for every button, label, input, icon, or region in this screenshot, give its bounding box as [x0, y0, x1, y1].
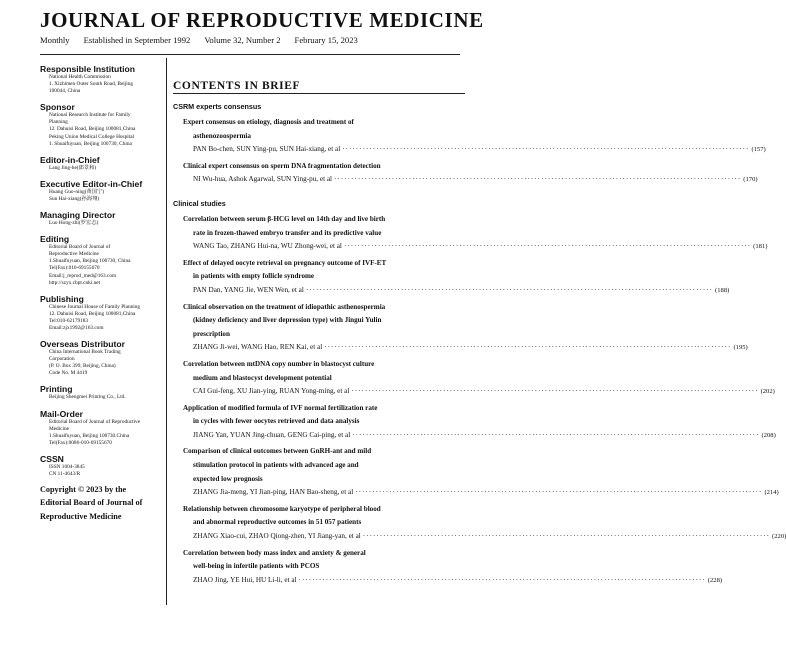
- article-page-number: (220): [772, 533, 786, 541]
- contents-category: Clinical studies: [173, 198, 226, 208]
- sidebar-section-line: Editorial Board of Journal of Reproductive: [49, 418, 141, 425]
- article-authors-row: [183, 173, 758, 187]
- article-title-line: Clinical observation on the treatment of idiopathic asthenospermia: [183, 302, 386, 311]
- article-entry[interactable]: [173, 358, 775, 399]
- article-page-number: (170): [743, 176, 758, 184]
- contents-heading: CONTENTS IN BRIEF: [173, 80, 465, 94]
- sidebar-section-line: Email:j_reprod_med@163.com: [49, 272, 117, 279]
- sidebar-section-line: 12. Dahuisi Road, Beijing 100081,China: [49, 126, 136, 133]
- leader-dots: ························································································································: [352, 430, 760, 439]
- article-authors: PAN Bo-chen, SUN Ying-pu, SUN Hai-xiang, et al: [193, 145, 341, 154]
- article-page-number: (202): [760, 388, 775, 396]
- article-entry[interactable]: [173, 301, 748, 355]
- article-title-line: Correlation between serum β-HCG level on 14th day and live birth: [183, 214, 386, 223]
- article-authors-row: [183, 486, 779, 500]
- sidebar-section-title: Executive Editor-in-Chief: [40, 178, 143, 189]
- article-title-line: Relationship between chromosome karyotype of peripheral blood: [183, 504, 381, 513]
- column-divider: [166, 58, 167, 605]
- article-entry[interactable]: [173, 160, 758, 187]
- article-entry[interactable]: [173, 547, 723, 588]
- article-page-number: (208): [761, 431, 776, 439]
- article-authors: JIANG Yan, YUAN Jing-chuan, GENG Cai-ping, et al: [193, 430, 351, 439]
- sidebar-section: [40, 384, 165, 401]
- sidebar-section-title: Overseas Distributor: [40, 339, 126, 350]
- sidebar-section-title: Editor-in-Chief: [40, 154, 100, 165]
- sidebar-section-line: Planning: [49, 119, 68, 126]
- sidebar-section: [40, 102, 165, 147]
- article-entry[interactable]: [173, 402, 776, 443]
- sidebar-section: [40, 294, 165, 332]
- article-authors: PAN Dan, YANG Jie, WEN Wen, et al: [193, 285, 304, 294]
- article-authors-row: [183, 385, 775, 399]
- article-title-line: in cycles with fewer oocytes retrieved and data analysis: [193, 417, 360, 426]
- article-title-line: prescription: [193, 329, 230, 338]
- copyright-line: Copyright © 2023 by the: [40, 485, 127, 495]
- article-title-line: in patients with empty follicle syndrome: [193, 272, 315, 281]
- article-authors: ZHANG Xiao-cui, ZHAO Qiong-zhen, YI Jiang-yan, et al: [193, 532, 361, 541]
- sidebar-section-line: 12. Dahuisi Road, Beijing 100081,China: [49, 310, 136, 317]
- article-entry[interactable]: [173, 503, 786, 544]
- sidebar-section-line: ISSN 1004-3845: [49, 463, 85, 470]
- sidebar-section-title: CSSN: [40, 453, 64, 464]
- sidebar-section-line: 1.Shuaifuyuan, Beijing 100730, China: [49, 258, 131, 265]
- article-authors-row: [183, 341, 748, 355]
- article-authors-row: [183, 240, 768, 254]
- article-title-line: Comparison of clinical outcomes between GnRH-ant and mild: [183, 447, 372, 456]
- leader-dots: ························································································································: [305, 285, 714, 294]
- leader-dots: ························································································································: [334, 175, 742, 184]
- article-title-line: Correlation between mtDNA copy number in blastocyst culture: [183, 359, 375, 368]
- sidebar-section-line: China International Book Trading: [49, 349, 121, 356]
- article-entry[interactable]: [173, 445, 779, 499]
- article-authors-row: [183, 284, 730, 298]
- article-page-number: (181): [753, 243, 768, 251]
- article-title-line: well-being in infertile patients with PCOS: [193, 562, 320, 571]
- sidebar-section-line: 1.Shuaifuyuan, Beijing 100730.China: [49, 432, 130, 439]
- article-title-line: (kidney deficiency and liver depression type) with Jingui Yulin: [193, 316, 382, 325]
- article-title-line: Expert consensus on etiology, diagnosis and treatment of: [183, 118, 354, 126]
- article-authors-row: [183, 530, 786, 544]
- sidebar-section-title: Responsible Institution: [40, 64, 136, 74]
- article-authors: ZHAO Jing, YE Hui, HU Li-li, et al: [193, 575, 297, 584]
- sidebar-section-line: Tel(Fax):0086-010-69155670: [49, 439, 112, 446]
- sidebar-section-line: 1. Xizhimen Outer South Road, Beijing: [49, 81, 134, 88]
- article-page-number: (157): [751, 146, 766, 154]
- sidebar-section-line: Luo Hong-zhi(罗宏志): [49, 220, 99, 227]
- sidebar-section-title: Editing: [40, 234, 70, 245]
- sidebar-section: [40, 64, 165, 95]
- article-authors: CAI Gui-feng, XU Jian-ying, RUAN Yong-ming, et al: [193, 387, 350, 396]
- article-title-line: Effect of delayed oocyte retrieval on pregnancy outcome of IVF-ET: [183, 258, 387, 267]
- article-authors: ZHANG Jia-meng, YI Jian-ping, HAN Bao-sheng, et al: [193, 488, 354, 497]
- article-title-line: asthenozoospermia: [193, 131, 251, 140]
- sidebar-section: [40, 179, 165, 203]
- sidebar-section: [40, 409, 165, 447]
- sidebar-section: [40, 155, 165, 172]
- sidebar-section-title: Sponsor: [40, 102, 75, 113]
- frequency: Monthly: [40, 35, 70, 45]
- leader-dots: ························································································································: [324, 343, 732, 352]
- volume-number: Volume 32, Number 2: [204, 35, 281, 45]
- sidebar-section: [40, 454, 165, 478]
- sidebar-section-line: Editorial Board of Journal of: [49, 244, 111, 251]
- copyright-line: Editorial Board of Journal of: [40, 498, 143, 508]
- leader-dots: ························································································································: [362, 532, 771, 541]
- established: Established in September 1992: [83, 35, 191, 45]
- leader-dots: ························································································································: [342, 145, 750, 154]
- sidebar-section-line: Corporation: [49, 356, 75, 363]
- article-entry[interactable]: [173, 116, 766, 157]
- masthead: [40, 8, 484, 45]
- article-entry[interactable]: [173, 257, 730, 298]
- article-title-line: stimulation protocol in patients with advanced age and: [193, 461, 359, 470]
- masthead-sidebar: [40, 64, 165, 522]
- article-title-line: Correlation between body mass index and anxiety & general: [183, 548, 366, 557]
- sidebar-section-line: Beijing Shengmei Printing Co., Ltd.: [49, 394, 126, 401]
- sidebar-section-line: Chinese Journal House of Family Planning: [49, 303, 141, 310]
- issue-line: [40, 35, 460, 45]
- article-page-number: (214): [764, 489, 779, 497]
- sidebar-section-line: http://szyx.cbpt.cnki.net: [49, 279, 101, 286]
- sidebar-section-line: Huang Guo-ning(黄国宁): [49, 188, 105, 195]
- journal-title: JOURNAL OF REPRODUCTIVE MEDICINE: [40, 8, 484, 32]
- sidebar-section-line: Reproductive Medicine: [49, 251, 99, 258]
- article-title-line: Clinical expert consensus on sperm DNA fragmentation detection: [183, 161, 381, 170]
- leader-dots: ························································································································: [355, 488, 763, 497]
- sidebar-section-title: Publishing: [40, 293, 84, 304]
- leader-dots: ························································································································: [351, 387, 759, 396]
- sidebar-section-line: 100044, China: [49, 88, 81, 95]
- article-page-number: (188): [715, 286, 730, 294]
- contents-list: [173, 102, 786, 587]
- article-title-line: medium and blastocyst development potential: [193, 373, 332, 382]
- sidebar-section: [40, 234, 165, 287]
- sidebar-section-line: Lang Jing-he(郎景和): [49, 164, 97, 171]
- sidebar-section-title: Managing Director: [40, 210, 116, 221]
- leader-dots: ························································································································: [298, 575, 706, 584]
- sidebar-section-line: Code No. M 4419: [49, 370, 88, 377]
- sidebar-section-line: 1. Shuaifuyuan, Beijing 100730, China: [49, 140, 132, 147]
- sidebar-section-line: Sun Hai-xiang(孙海翔): [49, 195, 100, 202]
- sidebar-section: [40, 210, 165, 227]
- article-page-number: (195): [733, 344, 748, 352]
- sidebar-section-title: Mail-Order: [40, 408, 83, 419]
- article-authors-row: [183, 143, 766, 157]
- sidebar-section-line: Tel(Fax):010-69155670: [49, 265, 100, 272]
- sidebar-section-line: National Health Commission: [49, 74, 111, 80]
- sidebar-section: [40, 339, 165, 377]
- sidebar-section-line: National Research Institute for Family: [49, 112, 131, 119]
- issue-date: February 15, 2023: [294, 35, 358, 45]
- copyright-line: Reproductive Medicine: [40, 511, 122, 521]
- sidebar-section-line: Medicine: [49, 425, 70, 432]
- sidebar-section-title: Printing: [40, 384, 73, 395]
- article-title-line: rate in frozen-thawed embryo transfer and its predictive value: [193, 228, 382, 237]
- article-entry[interactable]: [173, 213, 768, 254]
- sidebar-section-line: (P. O. Box 399, Beijing, China): [49, 363, 116, 370]
- leader-dots: ························································································································: [343, 242, 752, 251]
- sidebar-section-line: Email:zjx1992@163.com: [49, 324, 104, 331]
- article-authors-row: [183, 429, 776, 443]
- article-title-line: Application of modified formula of IVF normal fertilization rate: [183, 403, 378, 412]
- article-authors-row: [183, 574, 723, 588]
- contents-category: CSRM experts consensus: [173, 102, 262, 111]
- article-title-line: expected low prognosis: [193, 474, 263, 483]
- sidebar-section-line: Peking Union Medical College Hospital: [49, 133, 135, 140]
- article-page-number: (228): [707, 576, 723, 584]
- contents-panel: [173, 80, 786, 590]
- masthead-rule: [40, 54, 460, 55]
- article-authors: WANG Tao, ZHANG Hui-na, WU Zhong-wei, et al: [193, 242, 342, 251]
- article-authors: NI Wu-hua, Ashok Agarwal, SUN Ying-pu, et al: [193, 175, 333, 184]
- sidebar-section-line: Tel:010-62179183: [49, 317, 89, 324]
- article-authors: ZHANG Ji-wei, WANG Hao, REN Kai, et al: [193, 343, 323, 352]
- sidebar-section-line: CN 11-4643/R: [49, 471, 81, 477]
- article-title-line: and abnormal reproductive outcomes in 51 057 patients: [193, 518, 362, 527]
